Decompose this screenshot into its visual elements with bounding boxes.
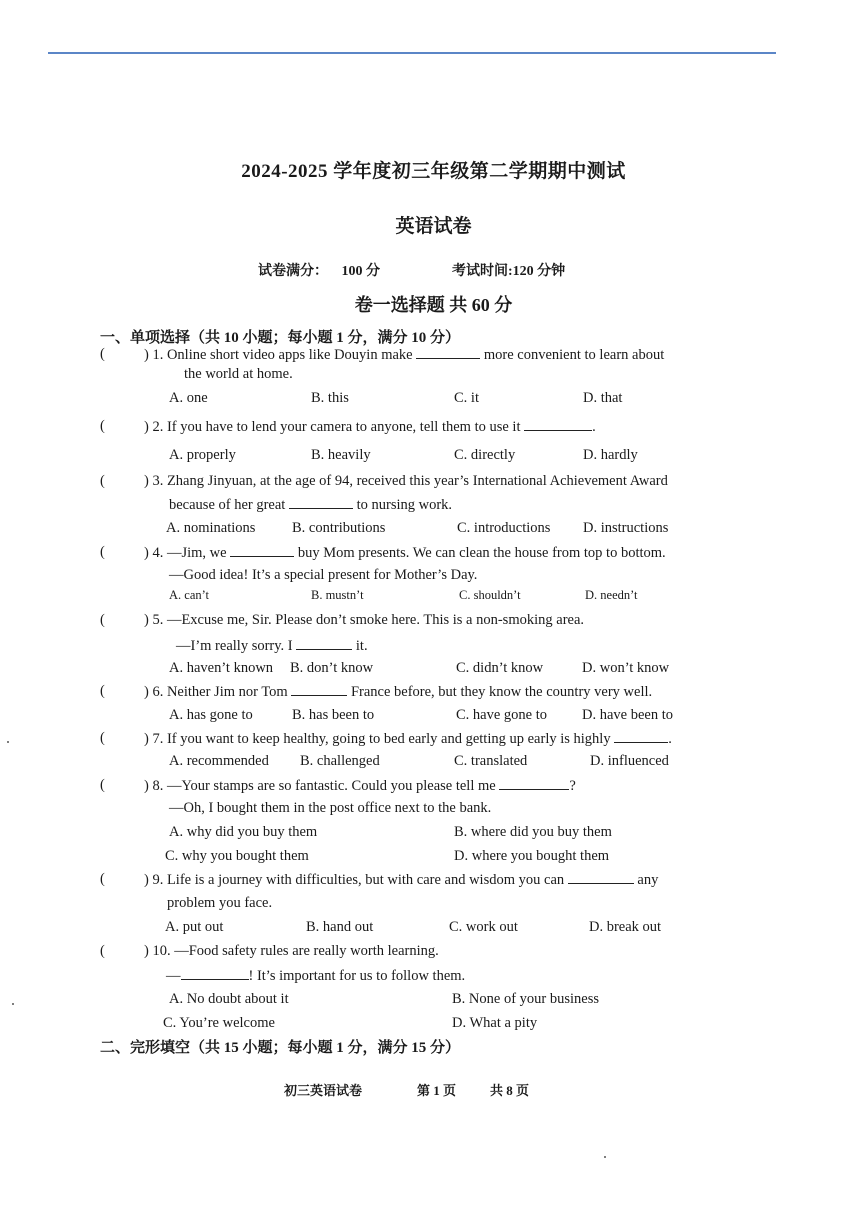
- answer-paren: (: [100, 612, 105, 628]
- answer-paren: (: [100, 418, 105, 434]
- option-a: A. No doubt about it: [169, 991, 289, 1007]
- exam-time: [452, 260, 565, 280]
- option-b: B. this: [311, 390, 349, 406]
- option-a: A. recommended: [169, 753, 269, 769]
- question-text: ) 10. —Food safety rules are really worth learning.: [144, 943, 439, 959]
- question-continuation: —Good idea! It’s a special present for Mother’s Day.: [169, 567, 478, 583]
- full-marks: [258, 260, 380, 280]
- exam-title: 2024-2025 学年度初三年级第二学期期中测试: [241, 161, 626, 182]
- answer-paren: (: [100, 871, 105, 887]
- footer-total-pages: 共 8 页: [490, 1083, 530, 1098]
- question-text: ) 7. If you want to keep healthy, going to bed early and getting up early is highly .: [144, 731, 672, 747]
- exam-time-label: 考试时间:: [452, 264, 513, 279]
- full-marks-label: 试卷满分：: [258, 264, 328, 279]
- option-c: C. have gone to: [456, 707, 548, 723]
- option-d: D. have been to: [582, 707, 673, 723]
- option-d: D. won’t know: [582, 660, 670, 676]
- question-continuation: problem you face.: [167, 895, 273, 911]
- exam-subject: 英语试卷: [395, 216, 472, 237]
- answer-paren: (: [100, 473, 105, 489]
- option-a: A. one: [169, 390, 208, 406]
- option-b: B. hand out: [306, 919, 374, 935]
- option-b: B. challenged: [300, 753, 380, 769]
- option-c: C. work out: [449, 919, 518, 935]
- option-a: A. nominations: [166, 520, 256, 536]
- option-b: B. has been to: [292, 707, 375, 723]
- option-a: A. has gone to: [169, 707, 253, 723]
- scan-speck: [604, 1156, 606, 1158]
- answer-paren: (: [100, 683, 105, 699]
- scan-speck: [7, 741, 9, 743]
- option-a: A. can’t: [169, 588, 210, 602]
- option-c: C. translated: [454, 753, 528, 769]
- answer-paren: (: [100, 943, 105, 959]
- option-a: A. haven’t known: [169, 660, 274, 676]
- answer-paren: (: [100, 346, 105, 362]
- option-b: B. where did you buy them: [454, 824, 612, 840]
- option-a: A. put out: [165, 919, 224, 935]
- option-c: C. You’re welcome: [163, 1015, 275, 1031]
- option-d: D. influenced: [590, 753, 669, 769]
- option-a: A. why did you buy them: [169, 824, 318, 840]
- option-b: B. None of your business: [452, 991, 600, 1007]
- question-continuation: because of her great to nursing work.: [169, 497, 453, 513]
- top-rule: [48, 52, 776, 54]
- answer-paren: (: [100, 730, 105, 746]
- option-c: C. shouldn’t: [459, 588, 521, 602]
- question-text: ) 1. Online short video apps like Douyin make more convenient to learn about: [144, 347, 665, 363]
- option-d: D. instructions: [583, 520, 669, 536]
- option-c: C. introductions: [457, 520, 551, 536]
- section-heading: 卷一选择题 共 60 分: [354, 295, 513, 315]
- part1-heading: 一、单项选择（共 10 小题；每小题 1 分，满分 10 分）: [100, 330, 461, 346]
- option-b: B. mustn’t: [311, 588, 364, 602]
- option-d: D. What a pity: [452, 1015, 538, 1031]
- question-text: ) 6. Neither Jim nor Tom France before, but they know the country very well.: [144, 684, 653, 700]
- question-text: ) 5. —Excuse me, Sir. Please don’t smoke here. This is a non-smoking area.: [144, 612, 585, 628]
- answer-paren: (: [100, 777, 105, 793]
- option-d: D. needn’t: [585, 588, 638, 602]
- footer-exam-name: 初三英语试卷: [284, 1083, 363, 1098]
- option-b: B. contributions: [292, 520, 386, 536]
- option-c: C. directly: [454, 447, 516, 463]
- question-text: ) 3. Zhang Jinyuan, at the age of 94, received this year’s International Achievement Award: [144, 473, 668, 489]
- question-continuation: — ! It’s important for us to follow them.: [166, 968, 466, 984]
- full-marks-value: 100 分: [341, 264, 380, 279]
- option-c: C. it: [454, 390, 479, 406]
- option-d: D. hardly: [583, 447, 638, 463]
- option-b: B. don’t know: [290, 660, 374, 676]
- scan-speck: [12, 1003, 14, 1005]
- option-c: C. didn’t know: [456, 660, 544, 676]
- question-text: ) 8. —Your stamps are so fantastic. Could you please tell me ?: [144, 778, 576, 794]
- question-continuation: —Oh, I bought them in the post office next to the bank.: [169, 800, 492, 816]
- question-text: ) 2. If you have to lend your camera to anyone, tell them to use it .: [144, 419, 596, 435]
- question-continuation: —I’m really sorry. I it.: [176, 638, 368, 654]
- option-a: A. properly: [169, 447, 236, 463]
- footer-page-number: 第 1 页: [417, 1083, 457, 1098]
- exam-time-value: 120 分钟: [512, 264, 566, 279]
- option-d: D. where you bought them: [454, 848, 610, 864]
- option-b: B. heavily: [311, 447, 371, 463]
- part2-heading: 二、完形填空（共 15 小题；每小题 1 分，满分 15 分）: [100, 1040, 461, 1056]
- option-c: C. why you bought them: [165, 848, 309, 864]
- question-continuation: the world at home.: [184, 366, 293, 382]
- question-text: ) 4. —Jim, we buy Mom presents. We can clean the house from top to bottom.: [144, 545, 666, 561]
- option-d: D. that: [583, 390, 623, 406]
- option-d: D. break out: [589, 919, 662, 935]
- answer-paren: (: [100, 544, 105, 560]
- question-text: ) 9. Life is a journey with difficulties, but with care and wisdom you can any: [144, 872, 659, 888]
